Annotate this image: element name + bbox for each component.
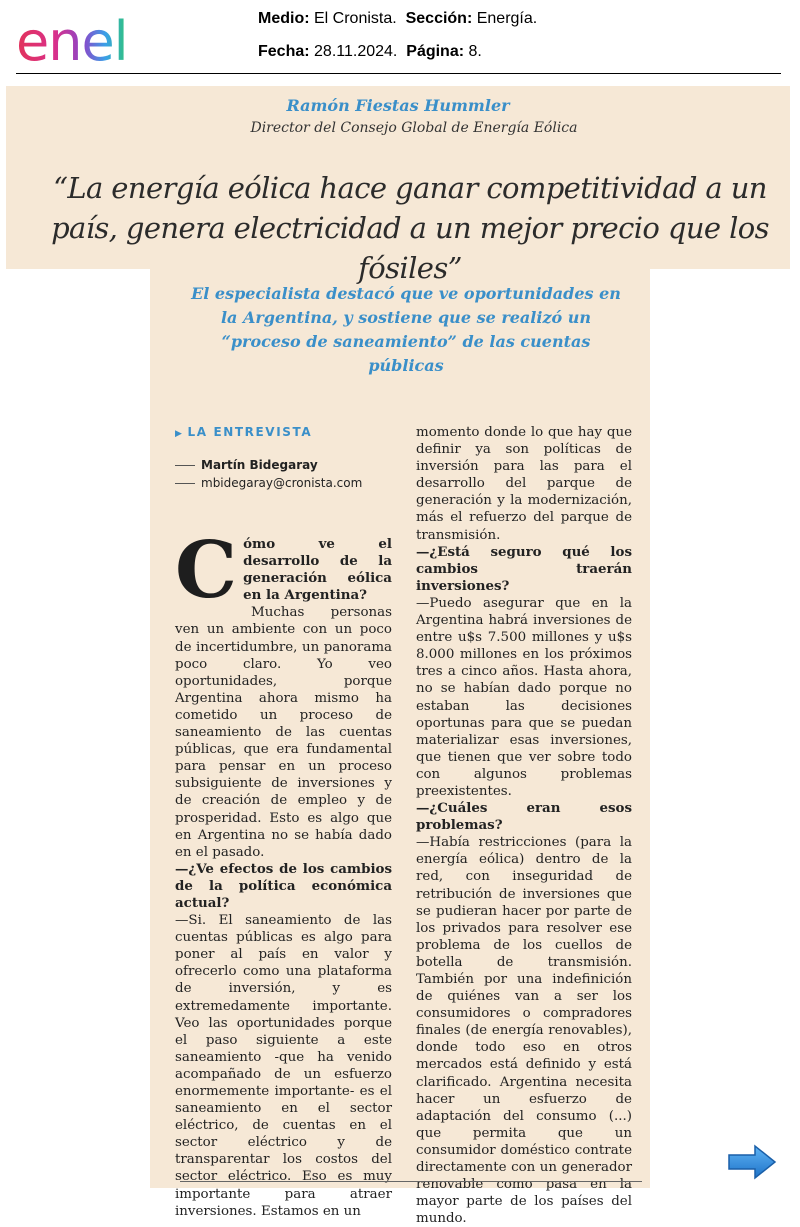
fecha-value: 28.11.2024. (314, 43, 398, 60)
medio-value: El Cronista. (314, 10, 397, 27)
seccion-value: Energía. (476, 10, 538, 27)
answer-3: —Puedo asegurar que en la Argentina habrá inversiones de entre u$s 7.500 millones y u$s 8.000 millones en los próximos tres a cinco años. Hasta ahora, no se habían dado porque no estaban las decisiones oportunas para que se puedan materializar esas inversiones, que tienen que ver sobre todo con algunos problemas preexistentes. (416, 595, 632, 799)
question-2: —¿Ve efectos de los cambios de la política económica actual? (175, 860, 392, 911)
answer-4: —Había restricciones (para la energía eólica) dentro de la red, con inseguridad de retribución de inversiones que se pudieran hacer por parte de los privados para resolver ese problema de los cuellos de botella de transmisión. También por una indefinición de quiénes van a ser los consumidores o compradores finales (de energía renovables), donde todo eso en otros mercados está definido y está clarificado. Argentina necesita hacer un esfuerzo de adaptación del consumo (...) que permita que un consumidor doméstico contrate directamente con un generador renovable como pasa en la mayor parte de los países del mundo. (416, 835, 632, 1227)
arrow-right-icon[interactable] (727, 1144, 777, 1180)
fecha-label: Fecha: (258, 43, 310, 60)
author-role: Director del Consejo Global de Energía Eólica (250, 120, 578, 136)
section-label (175, 422, 392, 444)
question-4: —¿Cuáles eran esos problemas? (416, 800, 632, 834)
pagina-value: 8. (468, 43, 482, 60)
enel-logo (14, 6, 174, 70)
meta-fecha-pagina (258, 43, 482, 61)
answer-2-part-1: —Si. El saneamiento de las cuentas públicas es algo para poner al país en valor y ofrecerlo como una plataforma de inversión, y es extremedamente importante. Veo las oportunidades porque el paso siguiente a este saneamiento -que ha venido acompañado de un esfuerzo enormemente importante- es el saneamiento en el sector eléctrico, de cuentas en el sector eléctrico y de transparentar los costos del sector eléctrico. Eso es muy importante para atraer inversiones. Estamos en un (175, 913, 392, 1219)
header-divider (16, 73, 781, 74)
section-label-text: LA ENTREVISTA (187, 425, 313, 439)
drop-cap: C (175, 525, 238, 616)
byline-email-row (175, 474, 392, 492)
article-column-left (175, 422, 392, 1220)
byline-dash (175, 483, 195, 484)
logo-text: enel (16, 10, 128, 70)
answer-2-part-2: momento donde lo que hay que definir ya son políticas de inversión para las para el desarrollo del parque de generación y la modernización, más el refuerzo del parque de transmisión. (416, 425, 632, 543)
byline (175, 456, 392, 474)
question-1: ómo ve el desarrollo de la generación eólica en la Argentina? (243, 536, 392, 604)
byline-email: mbidegaray@cronista.com (201, 476, 363, 490)
triangle-right-icon: ▶ (175, 429, 184, 439)
author-name: Ramón Fiestas Hummler (286, 96, 510, 115)
subheadline: El especialista destacó que ve oportunidades en la Argentina, y sostiene que se realizó un “proceso de saneamiento” de las cuentas públicas (191, 284, 621, 375)
meta-medio-seccion (258, 10, 537, 28)
pagina-label: Página: (406, 43, 465, 60)
byline-name: Martín Bidegaray (201, 458, 318, 472)
answer-1: Muchas personas ven un ambiente con un poco de incertidumbre, un panorama poco claro. Yo veo oportunidades, porque Argentina ahora mismo ha cometido un proceso de saneamiento de las cuentas públicas, que era fundamental para pensar en un proceso subsiguiente de inversiones y de creación de empleo y de prosperidad. Esto es algo que en Argentina no se había dado en el pasado. (175, 605, 392, 860)
article-column-right (416, 424, 632, 1227)
headline: “La energía eólica hace ganar competitividad a un país, genera electricidad a un mejor precio que los fósiles” (51, 171, 769, 285)
question-3: —¿Está seguro qué los cambios traerán inversiones? (416, 543, 632, 594)
seccion-label: Sección: (405, 10, 473, 27)
byline-dash (175, 465, 195, 466)
medio-label: Medio: (258, 10, 310, 27)
column-bottom-rule (180, 1181, 642, 1182)
